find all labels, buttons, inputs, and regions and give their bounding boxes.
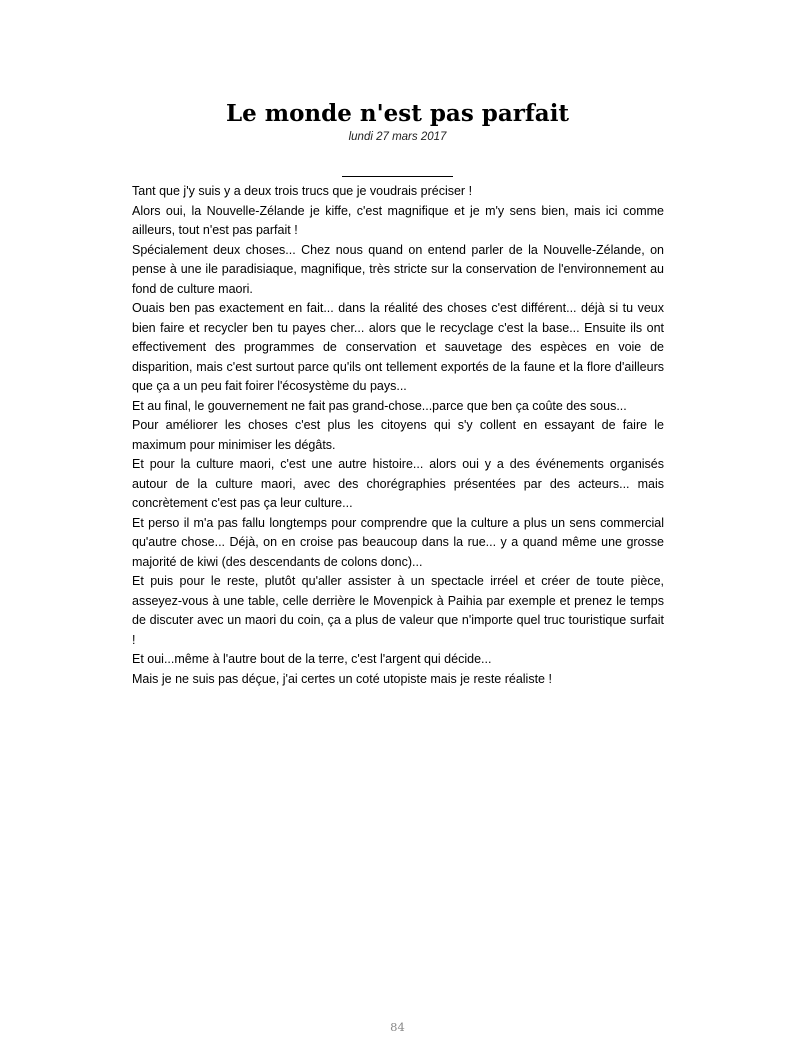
paragraph: Ouais ben pas exactement en fait... dans la réalité des choses c'est différent... déjà si tu veux bien faire et recycler ben tu payes cher... alors que le recyclage c'est la base... Ensuite ils ont effectivement des programmes de conservation et sauvetage des espèces en voie de disparition, mais c'est surtout parce qu'ils ont tellement exportés de la faune et la flore d'ailleurs que ça a un peu fait foirer l'écosystème du pays... bbox=[132, 301, 664, 393]
paragraph: Et au final, le gouvernement ne fait pas grand-chose...parce que ben ça coûte des sous... bbox=[132, 398, 627, 413]
article-body bbox=[132, 182, 664, 689]
paragraph: Et perso il m'a pas fallu longtemps pour comprendre que la culture a plus un sens commercial qu'autre chose... Déjà, on en croise pas beaucoup dans la rue... y a quand même une grosse majorité de kiwi (des descendants de colons donc)... bbox=[132, 515, 664, 569]
article-date: lundi 27 mars 2017 bbox=[348, 131, 447, 143]
paragraph: Et puis pour le reste, plutôt qu'aller assister à un spectacle irréel et créer de toute pièce, asseyez-vous à une table, celle derrière le Movenpick à Paihia par exemple et prenez le temps de discuter avec un maori du coin, ça a plus de valeur que n'importe quel truc touristique surfait ! bbox=[132, 574, 664, 647]
page-number: 84 bbox=[390, 1020, 405, 1034]
paragraph: Mais je ne suis pas déçue, j'ai certes un coté utopiste mais je reste réaliste ! bbox=[132, 671, 552, 686]
paragraph: Tant que j'y suis y a deux trois trucs que je voudrais préciser ! bbox=[132, 184, 473, 198]
title-divider bbox=[342, 176, 453, 177]
paragraph: Et pour la culture maori, c'est une autre histoire... alors oui y a des événements organisés autour de la culture maori, avec des chorégraphies présentées par des acteurs... mais concrètement c'est pas ça leur culture... bbox=[132, 457, 664, 510]
paragraph: Alors oui, la Nouvelle-Zélande je kiffe, c'est magnifique et je m'y sens bien, mais ici comme ailleurs, tout n'est pas parfait ! bbox=[132, 203, 664, 237]
paragraph: Spécialement deux choses... Chez nous quand on entend parler de la Nouvelle-Zélande, on pense à une ile paradisiaque, magnifique, très stricte sur la conservation de l'environnement au fond de culture maori. bbox=[132, 242, 664, 296]
article-title: Le monde n'est pas parfait bbox=[225, 100, 570, 127]
paragraph: Pour améliorer les choses c'est plus les citoyens qui s'y collent en essayant de faire le maximum pour minimiser les dégâts. bbox=[132, 418, 664, 452]
paragraph: Et oui...même à l'autre bout de la terre, c'est l'argent qui décide... bbox=[132, 652, 492, 666]
